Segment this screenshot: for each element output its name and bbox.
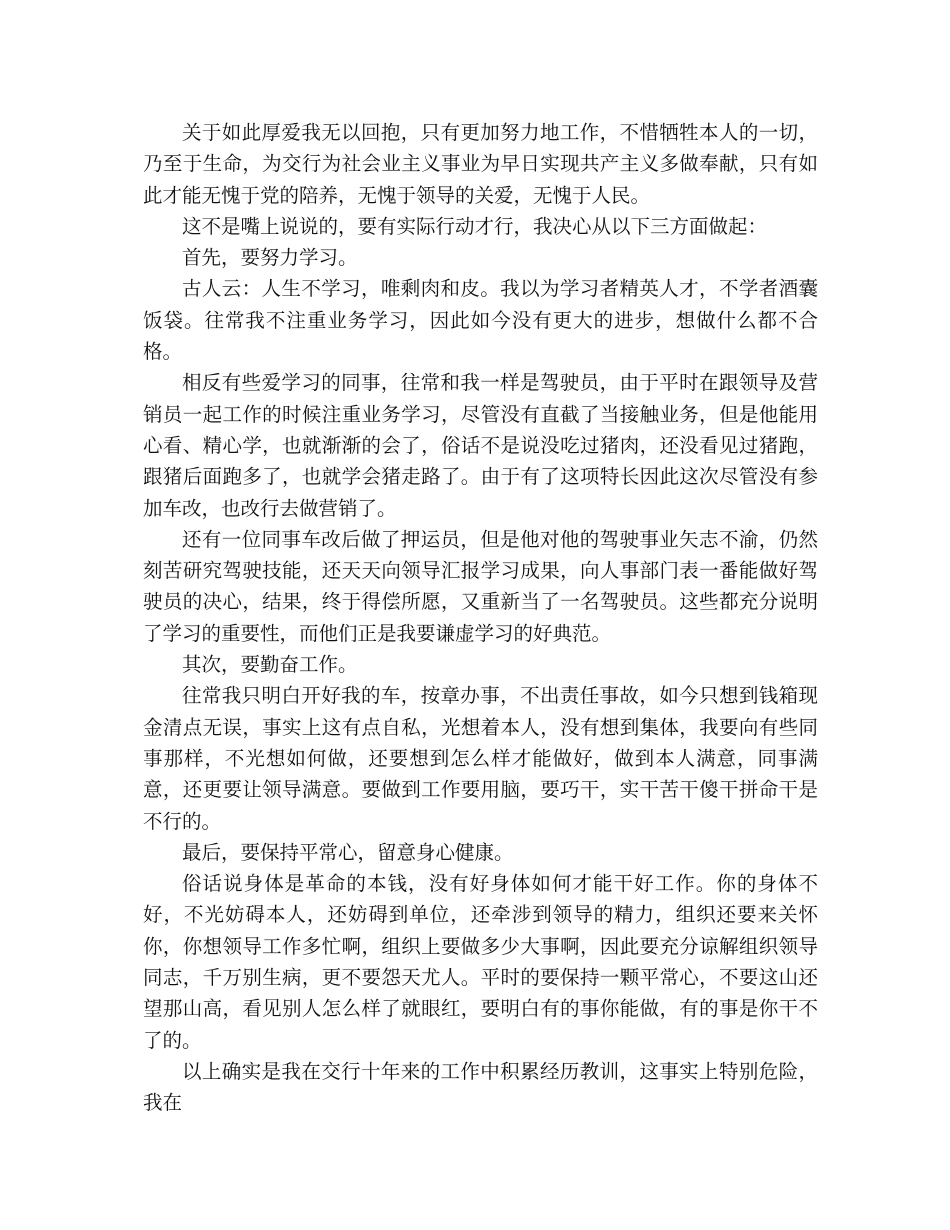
paragraph: 这不是嘴上说说的，要有实际行动才行，我决心从以下三方面做起： <box>182 214 768 238</box>
paragraph: 关于如此厚爱我无以回抱，只有更加努力地工作，不惜牺牲本人的一切，乃至于生命，为交行为社会业主义事业为早日实现共产主义多做奉献，只有如此才能无愧于党的陪养，无愧于领导的关爱，无愧于人民。 <box>143 121 818 207</box>
paragraph: 古人云：人生不学习，唯剩肉和皮。我以为学习者精英人才，不学者酒囊饭袋。往常我不注重业务学习，因此如今没有更大的进步，想做什么都不合格。 <box>143 277 818 364</box>
paragraph: 相反有些爱学习的同事，往常和我一样是驾驶员，由于平时在跟领导及营销员一起工作的时候注重业务学习，尽管没有直截了当接触业务，但是他能用心看、精心学，也就渐渐的会了，俗话不是说没吃过猪肉，还没看见过猪跑，跟猪后面跑多了，也就学会猪走路了。由于有了这项特长因此这次尽管没有参加车改，也改行去做营销了。 <box>143 371 818 520</box>
document-body <box>143 117 818 1119</box>
paragraph: 俗话说身体是革命的本钱，没有好身体如何才能干好工作。你的身体不好，不光妨碍本人，还妨碍到单位，还牵涉到领导的精力，组织还要来关怀你，你想领导工作多忙啊，组织上要做多少大事啊，因此要充分谅解组织领导同志，千万别生病，更不要怨天尤人。平时的要保持一颗平常心，不要这山还望那山高，看见别人怎么样了就眼红，要明白有的事你能做，有的事是你干不了的。 <box>143 872 818 1052</box>
paragraph: 还有一位同事车改后做了押运员，但是他对他的驾驶事业矢志不渝，仍然刻苦研究驾驶技能，还天天向领导汇报学习成果，向人事部门表一番能做好驾驶员的决心，结果，终于得偿所愿，又重新当了一名驾驶员。这些都充分说明了学习的重要性，而他们正是我要谦虚学习的好典范。 <box>143 527 818 645</box>
paragraph: 往常我只明白开好我的车，按章办事，不出责任事故，如今只想到钱箱现金清点无误，事实上这有点自私，光想着本人，没有想到集体，我要向有些同事那样，不光想如何做，还要想到怎么样才能做好，做到本人满意，同事满意，还更要让领导满意。要做到工作要用脑，要巧干，实干苦干傻干拼命干是不行的。 <box>143 684 818 833</box>
paragraph: 最后，要保持平常心，留意身心健康。 <box>182 840 514 864</box>
paragraph: 以上确实是我在交行十年来的工作中积累经历教训，这事实上特别危险，我在 <box>143 1059 818 1115</box>
paragraph: 其次，要勤奋工作。 <box>182 653 358 677</box>
paragraph: 首先，要努力学习。 <box>182 246 358 270</box>
